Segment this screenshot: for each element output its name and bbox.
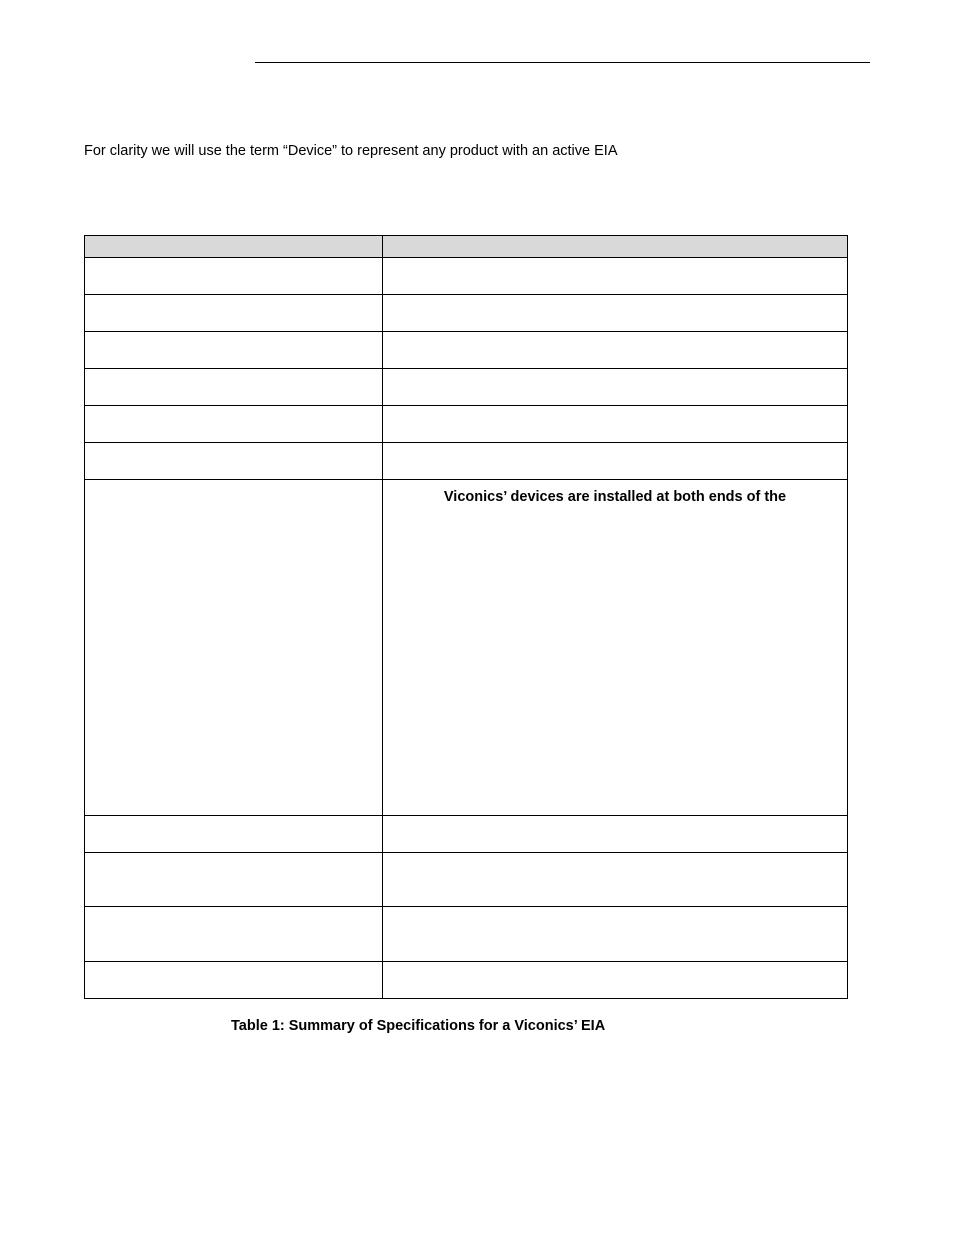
table-cell — [383, 332, 848, 369]
table-row — [85, 962, 848, 999]
intro-paragraph: For clarity we will use the term “Device” to represent any product with an active EIA — [84, 143, 618, 159]
table-cell — [85, 369, 383, 406]
table-header-cell — [85, 236, 383, 258]
table-row — [85, 443, 848, 480]
table-row — [85, 332, 848, 369]
table-cell — [85, 962, 383, 999]
table-cell — [383, 369, 848, 406]
table-row — [85, 816, 848, 853]
table-cell — [383, 907, 848, 962]
table-cell — [85, 332, 383, 369]
table-row — [85, 258, 848, 295]
table-cell — [383, 853, 848, 907]
table-row — [85, 853, 848, 907]
table-cell — [85, 258, 383, 295]
table-cell — [383, 962, 848, 999]
table-cell — [383, 443, 848, 480]
table-cell — [85, 907, 383, 962]
table-cell — [85, 406, 383, 443]
table-header-cell — [383, 236, 848, 258]
specifications-table — [84, 235, 848, 999]
table-cell — [383, 406, 848, 443]
table-row — [85, 480, 848, 816]
viconics-devices-text: Viconics’ devices are installed at both ends of the — [443, 489, 787, 505]
table-cell — [383, 816, 848, 853]
table-row — [85, 295, 848, 332]
table-cell — [383, 295, 848, 332]
table-cell — [85, 853, 383, 907]
header-rule — [255, 62, 870, 63]
table-row — [85, 406, 848, 443]
table-caption: Table 1: Summary of Specifications for a Viconics’ EIA — [231, 1018, 606, 1034]
table-header-row — [85, 236, 848, 258]
table-cell — [85, 295, 383, 332]
table-cell — [85, 443, 383, 480]
table-cell — [85, 480, 383, 816]
table-row — [85, 369, 848, 406]
table-cell — [85, 816, 383, 853]
table-cell — [383, 480, 848, 816]
table-cell — [383, 258, 848, 295]
table-row — [85, 907, 848, 962]
